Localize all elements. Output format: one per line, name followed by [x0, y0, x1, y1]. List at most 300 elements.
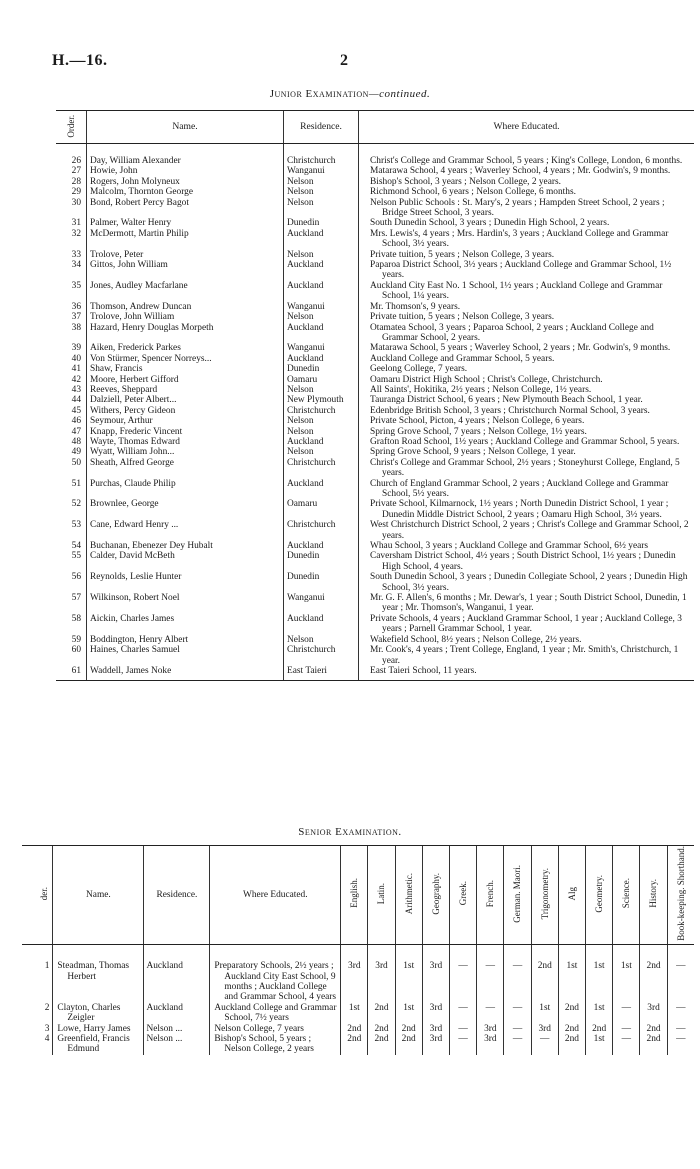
grade-cell: 2nd	[341, 1024, 368, 1034]
educated-cell	[359, 385, 695, 395]
grade-cell: —	[504, 945, 531, 1003]
col-subject	[558, 846, 585, 945]
educated-cell	[359, 645, 695, 666]
grade-cell: 2nd	[395, 1024, 422, 1034]
grade-cell: 2nd	[368, 1034, 395, 1055]
grade-cell: 1st	[395, 1003, 422, 1024]
table-row	[56, 229, 694, 250]
grade-cell: 1st	[586, 945, 613, 1003]
residence-cell: Nelson	[284, 427, 359, 437]
junior-table	[56, 110, 694, 681]
name-text: Lowe, Harry James	[57, 1023, 131, 1034]
col-subject	[504, 846, 531, 945]
order-cell: 56	[71, 572, 81, 583]
name-cell: Jones, Audley Macfarlane	[87, 281, 284, 302]
grade-cell: 2nd	[640, 1034, 667, 1055]
grade-cell: —	[667, 1003, 694, 1024]
grade-cell: 3rd	[531, 1024, 558, 1034]
educated-cell	[359, 479, 695, 500]
col-subject	[341, 846, 368, 945]
name-cell: Trolove, John William	[87, 312, 284, 322]
educated-text: Tauranga District School, 6 years ; New Plymouth Beach School, 1 year.	[370, 395, 643, 406]
grade-cell: —	[613, 1003, 640, 1024]
order-cell: 58	[71, 613, 81, 624]
name-cell: Reynolds, Leslie Hunter	[87, 572, 284, 593]
name-cell	[53, 1034, 144, 1055]
col-subject	[450, 846, 477, 945]
table-row	[56, 281, 694, 302]
table-row	[56, 427, 694, 437]
grade-cell: —	[504, 1034, 531, 1055]
name-cell: Calder, David McBeth	[87, 551, 284, 572]
col-residence: Residence.	[144, 846, 210, 945]
table-row	[22, 945, 694, 1003]
educated-cell	[359, 447, 695, 457]
grade-cell: 2nd	[531, 945, 558, 1003]
residence-cell: Auckland	[144, 1003, 210, 1024]
junior-title-cont: —continued.	[368, 88, 431, 100]
residence-cell: Nelson	[284, 447, 359, 457]
order-cell: 28	[71, 176, 81, 187]
name-cell: Shaw, Francis	[87, 364, 284, 374]
educated-cell	[359, 499, 695, 520]
senior-table	[22, 845, 694, 1055]
table-row	[56, 364, 694, 374]
grade-cell: —	[477, 1003, 504, 1024]
grade-cell: 1st	[613, 945, 640, 1003]
residence-cell: Dunedin	[284, 572, 359, 593]
order-cell: 59	[71, 634, 81, 645]
order-cell: 34	[71, 260, 81, 271]
educated-cell	[359, 427, 695, 437]
educated-text: Grafton Road School, 1½ years ; Auckland College and Grammar School, 5 years.	[370, 436, 680, 447]
order-cell: 3	[44, 1023, 50, 1034]
name-cell: Withers, Percy Gideon	[87, 406, 284, 416]
educated-text: Nelson Public Schools : St. Mary's, 2 years ; Hampden Street School, 2 years ; Bridge Street School, 3 years.	[370, 197, 665, 219]
name-cell: Reeves, Sheppard	[87, 385, 284, 395]
educated-text: Oamaru District High School ; Christ's College, Christchurch.	[370, 374, 603, 385]
educated-cell	[359, 551, 695, 572]
order-cell: 29	[71, 187, 81, 198]
name-cell: Buchanan, Ebenezer Dey Hubalt	[87, 541, 284, 551]
senior-header-row	[22, 846, 694, 945]
educated-cell	[210, 1034, 341, 1055]
table-row	[56, 395, 694, 405]
order-cell: 39	[71, 343, 81, 354]
name-cell: Wyatt, William John...	[87, 447, 284, 457]
educated-cell	[359, 395, 695, 405]
grade-cell: 3rd	[341, 945, 368, 1003]
residence-cell: Nelson	[284, 250, 359, 260]
educated-text: Mrs. Lewis's, 4 years ; Mrs. Hardin's, 3 years ; Auckland College and Grammar School, 3½ years.	[370, 228, 669, 250]
subject-label: Greek.	[457, 881, 468, 906]
residence-cell: Oamaru	[284, 499, 359, 520]
table-row	[56, 572, 694, 593]
name-cell: Bond, Robert Percy Bagot	[87, 198, 284, 219]
table-row	[56, 250, 694, 260]
educated-text: Nelson College, 7 years	[214, 1023, 304, 1034]
grade-cell: —	[667, 1024, 694, 1034]
grade-cell: —	[450, 1034, 477, 1055]
table-row	[56, 666, 694, 681]
table-row	[56, 218, 694, 228]
grade-cell: 3rd	[422, 945, 449, 1003]
educated-text: Private tuition, 5 years ; Nelson College, 3 years.	[370, 312, 555, 323]
name-cell: Moore, Herbert Gifford	[87, 375, 284, 385]
table-row	[56, 354, 694, 364]
educated-text: Auckland City East No. 1 School, 1½ years ; Auckland College and Grammar School, 1¼ years.	[370, 280, 663, 302]
grade-cell: —	[504, 1024, 531, 1034]
educated-cell	[359, 437, 695, 447]
educated-cell	[359, 323, 695, 344]
educated-text: All Saints', Hokitika, 2½ years ; Nelson College, 1½ years.	[370, 384, 592, 395]
residence-cell: Nelson	[284, 187, 359, 197]
educated-text: Geelong College, 7 years.	[370, 364, 468, 375]
col-subject	[395, 846, 422, 945]
page-number: 2	[340, 52, 348, 69]
educated-text: Private School, Picton, 4 years ; Nelson College, 6 years.	[370, 416, 585, 427]
residence-cell: Auckland	[284, 354, 359, 364]
grade-cell: —	[504, 1003, 531, 1024]
table-row	[56, 614, 694, 635]
order-cell: 37	[71, 312, 81, 323]
residence-cell: Auckland	[284, 229, 359, 250]
table-row	[56, 385, 694, 395]
residence-cell: East Taieri	[284, 666, 359, 681]
educated-cell	[359, 166, 695, 176]
grade-cell: 1st	[531, 1003, 558, 1024]
grade-cell: —	[477, 945, 504, 1003]
subject-label: Book-keeping. Shorthand.	[675, 846, 686, 941]
table-row	[22, 1003, 694, 1024]
table-row	[56, 187, 694, 197]
residence-cell: Nelson ...	[144, 1034, 210, 1055]
order-cell: 35	[71, 280, 81, 291]
educated-text: Christ's College and Grammar School, 2½ years ; Stoneyhurst College, England, 5 years.	[370, 457, 680, 479]
educated-text: Bishop's School, 5 years ; Nelson College, 2 years	[214, 1034, 314, 1055]
residence-cell: Nelson	[284, 385, 359, 395]
table-row	[56, 635, 694, 645]
educated-text: Auckland College and Grammar School, 5 years.	[370, 353, 555, 364]
order-cell: 55	[71, 551, 81, 562]
subject-label: History.	[648, 879, 659, 908]
grade-cell: —	[613, 1024, 640, 1034]
educated-cell	[359, 593, 695, 614]
educated-cell	[359, 406, 695, 416]
educated-cell	[359, 520, 695, 541]
table-row	[56, 312, 694, 322]
educated-text: Private School, Kilmarnock, 1½ years ; North Dunedin District School, 1 year ; Dunedin Middle District School, 2 years ; Oamaru High School, 3½ years.	[370, 499, 669, 520]
educated-cell	[359, 354, 695, 364]
grade-cell: 2nd	[368, 1024, 395, 1034]
senior-body	[22, 945, 694, 1055]
educated-cell	[359, 572, 695, 593]
order-cell: 49	[71, 447, 81, 458]
name-cell: Palmer, Walter Henry	[87, 218, 284, 228]
col-subject	[477, 846, 504, 945]
grade-cell: 2nd	[640, 1024, 667, 1034]
residence-cell: Christchurch	[284, 520, 359, 541]
subject-label: French.	[485, 879, 496, 907]
educated-text: South Dunedin School, 3 years ; Dunedin High School, 2 years.	[370, 218, 610, 229]
order-cell: 53	[71, 520, 81, 531]
grade-cell: 2nd	[341, 1034, 368, 1055]
grade-cell: 3rd	[422, 1034, 449, 1055]
name-cell: Wayte, Thomas Edward	[87, 437, 284, 447]
educated-text: Wakefield School, 8½ years ; Nelson College, 2½ years.	[370, 634, 582, 645]
order-cell: 33	[71, 249, 81, 260]
table-row	[56, 520, 694, 541]
order-cell: 40	[71, 353, 81, 364]
residence-cell: Auckland	[284, 437, 359, 447]
name-cell	[53, 1003, 144, 1024]
name-cell: Howie, John	[87, 166, 284, 176]
grade-cell: —	[450, 1024, 477, 1034]
residence-cell: Nelson	[284, 635, 359, 645]
name-text: Clayton, Charles Zeigler	[57, 1002, 121, 1024]
residence-cell: New Plymouth	[284, 395, 359, 405]
order-cell: 50	[71, 457, 81, 468]
table-row	[22, 1034, 694, 1055]
grade-cell: —	[450, 1003, 477, 1024]
order-cell: 36	[71, 301, 81, 312]
residence-cell: Christchurch	[284, 406, 359, 416]
grade-cell: —	[667, 945, 694, 1003]
table-row	[56, 406, 694, 416]
residence-cell: Dunedin	[284, 551, 359, 572]
order-cell: 43	[71, 384, 81, 395]
educated-cell	[210, 1024, 341, 1034]
residence-cell: Auckland	[284, 541, 359, 551]
grade-cell: —	[613, 1034, 640, 1055]
educated-cell	[359, 364, 695, 374]
grade-cell: —	[531, 1034, 558, 1055]
residence-cell: Auckland	[284, 323, 359, 344]
residence-cell: Wanganui	[284, 343, 359, 353]
grade-cell: 3rd	[640, 1003, 667, 1024]
col-subject	[368, 846, 395, 945]
col-order: Order.	[56, 111, 87, 144]
educated-text: Caversham District School, 4½ years ; South District School, 1½ years ; Dunedin High School, 4 years.	[370, 551, 676, 572]
educated-text: Mr. Cook's, 4 years ; Trent College, England, 1 year ; Mr. Smith's, Christchurch, 1 year.	[370, 645, 679, 666]
junior-title	[0, 88, 700, 100]
grade-cell: 2nd	[558, 1034, 585, 1055]
educated-cell	[359, 635, 695, 645]
document-code: H.—16.	[52, 52, 108, 69]
table-row	[56, 437, 694, 447]
order-cell: 27	[71, 166, 81, 177]
residence-cell: Wanganui	[284, 593, 359, 614]
educated-cell	[210, 1003, 341, 1024]
table-row	[56, 458, 694, 479]
grade-cell: 3rd	[477, 1034, 504, 1055]
educated-cell	[359, 187, 695, 197]
col-residence: Residence.	[284, 111, 359, 144]
grade-cell: 2nd	[640, 945, 667, 1003]
educated-text: Edenbridge British School, 3 years ; Christchurch Normal School, 3 years.	[370, 405, 650, 416]
name-cell: Waddell, James Noke	[87, 666, 284, 681]
order-cell: 48	[71, 436, 81, 447]
table-row	[56, 551, 694, 572]
col-educated: Where Educated.	[210, 846, 341, 945]
educated-cell	[359, 375, 695, 385]
col-subject	[531, 846, 558, 945]
subject-label: Geography.	[430, 872, 441, 915]
educated-cell	[359, 343, 695, 353]
order-cell: 61	[56, 666, 87, 681]
residence-cell: Auckland	[144, 945, 210, 1003]
name-cell: McDermott, Martin Philip	[87, 229, 284, 250]
educated-cell	[359, 281, 695, 302]
educated-text: Private Schools, 4 years ; Auckland Grammar School, 1 year ; Auckland College, 3 years ; Parnell Grammar School, 1 year.	[370, 613, 682, 635]
subject-label: Latin.	[376, 882, 387, 904]
order-cell: 46	[71, 416, 81, 427]
order-cell: 32	[71, 228, 81, 239]
grade-cell: 1st	[395, 945, 422, 1003]
table-row	[56, 177, 694, 187]
col-name: Name.	[87, 111, 284, 144]
educated-cell	[359, 614, 695, 635]
subject-label: Arithmetic.	[403, 872, 414, 914]
col-order: der.	[22, 846, 53, 945]
name-cell: Haines, Charles Samuel	[87, 645, 284, 666]
order-cell: 4	[44, 1034, 50, 1044]
subject-label: Geometry.	[593, 874, 604, 913]
educated-cell	[359, 416, 695, 426]
name-cell: Seymour, Arthur	[87, 416, 284, 426]
grade-cell: 3rd	[422, 1024, 449, 1034]
name-cell: Day, William Alexander	[87, 144, 284, 167]
grade-cell: 2nd	[395, 1034, 422, 1055]
table-row	[56, 343, 694, 353]
grade-cell: 1st	[586, 1034, 613, 1055]
order-cell: 45	[71, 405, 81, 416]
residence-cell: Auckland	[284, 260, 359, 281]
grade-cell: 2nd	[586, 1024, 613, 1034]
residence-cell: Dunedin	[284, 218, 359, 228]
subject-label: Trigonometry.	[539, 867, 550, 920]
table-row	[56, 166, 694, 176]
name-cell: Brownlee, George	[87, 499, 284, 520]
educated-cell	[359, 177, 695, 187]
name-cell: Trolove, Peter	[87, 250, 284, 260]
subject-label: Science.	[621, 878, 632, 909]
order-cell: 54	[71, 541, 81, 552]
name-cell: Wilkinson, Robert Noel	[87, 593, 284, 614]
order-cell: 2	[44, 1002, 50, 1013]
residence-cell: Christchurch	[284, 458, 359, 479]
educated-cell	[359, 666, 695, 681]
residence-cell: Dunedin	[284, 364, 359, 374]
table-row	[56, 479, 694, 500]
grade-cell: 1st	[586, 1003, 613, 1024]
educated-cell	[359, 312, 695, 322]
educated-text: Spring Grove School, 7 years ; Nelson College, 1½ years.	[370, 426, 587, 437]
educated-cell	[359, 198, 695, 219]
order-cell: 38	[71, 322, 81, 333]
name-text: Steadman, Thomas Herbert	[57, 961, 130, 982]
subject-label: Alg	[566, 886, 577, 901]
name-cell: Aickin, Charles James	[87, 614, 284, 635]
col-subject	[613, 846, 640, 945]
junior-header-row	[56, 111, 694, 144]
table-row	[56, 302, 694, 312]
educated-text: West Christchurch District School, 2 years ; Christ's College and Grammar School, 2 years.	[370, 520, 689, 541]
educated-cell	[359, 250, 695, 260]
name-cell: Von Stürmer, Spencer Norreys...	[87, 354, 284, 364]
order-cell: 51	[71, 478, 81, 489]
grade-cell: 2nd	[558, 1003, 585, 1024]
name-cell: Purchas, Claude Philip	[87, 479, 284, 500]
educated-text: Spring Grove School, 9 years ; Nelson College, 1 year.	[370, 447, 576, 458]
residence-cell: Auckland	[284, 479, 359, 500]
name-cell	[53, 945, 144, 1003]
name-cell: Knapp, Frederic Vincent	[87, 427, 284, 437]
table-row	[56, 541, 694, 551]
name-cell: Thomson, Andrew Duncan	[87, 302, 284, 312]
residence-cell: Nelson	[284, 177, 359, 187]
educated-cell	[359, 218, 695, 228]
senior-title: Senior Examination.	[298, 826, 402, 838]
grade-cell: 1st	[341, 1003, 368, 1024]
col-subject	[586, 846, 613, 945]
grade-cell: 3rd	[477, 1024, 504, 1034]
table-row	[56, 416, 694, 426]
name-cell: Malcolm, Thornton George	[87, 187, 284, 197]
educated-cell	[359, 229, 695, 250]
col-subject	[667, 846, 694, 945]
name-cell: Aiken, Frederick Parkes	[87, 343, 284, 353]
educated-text: Matarawa School, 4 years ; Waverley School, 4 years ; Mr. Godwin's, 9 months.	[370, 166, 671, 177]
order-cell: 52	[71, 499, 81, 510]
order-cell: 57	[71, 593, 81, 604]
residence-cell: Oamaru	[284, 375, 359, 385]
subject-label: English.	[349, 878, 360, 909]
name-cell: Rogers, John Molyneux	[87, 177, 284, 187]
educated-cell	[359, 458, 695, 479]
grade-cell: —	[667, 1034, 694, 1055]
educated-text: Mr. G. F. Allen's, 6 months ; Mr. Dewar's, 1 year ; South District School, Dunedin, 1 year ; Mr. Thomson's, Wanganui, 1 year.	[370, 593, 687, 614]
educated-text: Church of England Grammar School, 2 years ; Auckland College and Grammar School, 5½ years.	[370, 478, 669, 499]
junior-title-main: Junior Examination	[269, 88, 369, 100]
residence-cell: Nelson	[284, 416, 359, 426]
educated-text: South Dunedin School, 3 years ; Dunedin Collegiate School, 2 years ; Dunedin High School, 3½ years.	[370, 572, 688, 593]
residence-cell: Auckland	[284, 281, 359, 302]
name-cell: Cane, Edward Henry ...	[87, 520, 284, 541]
educated-text: Auckland College and Grammar School, 7½ years	[214, 1002, 337, 1024]
grade-cell: 2nd	[368, 1003, 395, 1024]
educated-text: East Taieri School, 11 years.	[370, 665, 477, 676]
educated-text: Matarawa School, 5 years ; Waverley School, 2 years ; Mr. Godwin's, 9 months.	[370, 343, 671, 354]
order-cell: 1	[44, 961, 50, 972]
name-cell	[53, 1024, 144, 1034]
residence-cell: Christchurch	[284, 645, 359, 666]
residence-cell: Wanganui	[284, 166, 359, 176]
grade-cell: 3rd	[422, 1003, 449, 1024]
table-row	[56, 447, 694, 457]
educated-text: Bishop's School, 3 years ; Nelson College, 2 years.	[370, 176, 561, 187]
educated-text: Whau School, 3 years ; Auckland College and Grammar School, 6½ years	[370, 541, 649, 552]
order-cell: 31	[71, 218, 81, 229]
educated-cell	[359, 144, 695, 167]
table-row	[56, 198, 694, 219]
educated-text: Christ's College and Grammar School, 5 years ; King's College, London, 6 months.	[370, 156, 683, 166]
table-row	[22, 1024, 694, 1034]
educated-text: Mr. Thomson's, 9 years.	[370, 301, 461, 312]
residence-cell: Nelson	[284, 198, 359, 219]
educated-text: Preparatory Schools, 2½ years ; Auckland City East School, 9 months ; Auckland College and Grammar School, 4 years	[214, 961, 337, 1003]
col-subject	[422, 846, 449, 945]
